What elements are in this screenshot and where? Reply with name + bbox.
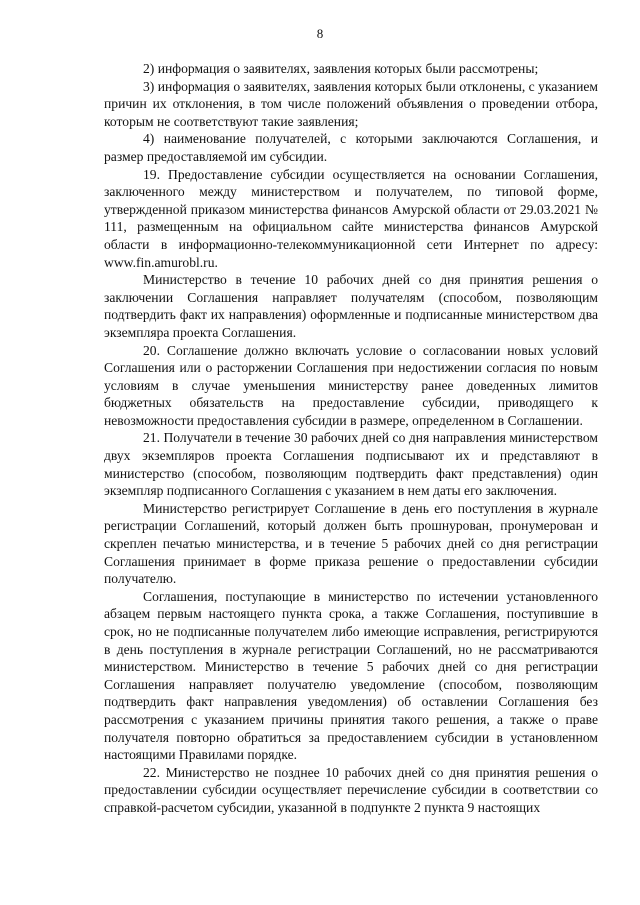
paragraph-clause-22: 22. Министерство не позднее 10 рабочих дней со дня принятия решения о предоставлении субсидии осуществляет перечисление субсидии в соответствии со справкой-расчетом субсидии, указанной в подпункте 2 пункта 9 настоящих [104, 764, 598, 815]
paragraph-clause-21-second: Министерство регистрирует Соглашение в день его поступления в журнале регистрации Соглашений, который должен быть прошнурован, пронумерован и скреплен печатью министерства, и в течение 5 рабочих дней со дня регистрации Соглашения принимает в форме приказа решение о предоставлении субсидии получателю. [104, 500, 598, 587]
paragraph-clause-21-third: Соглашения, поступающие в министерство по истечении установленного абзацем первым настоящего пункта срока, а также Соглашения, поступившие в срок, но не подписанные получателем либо имеющие исправления, регистрируются в день поступления в журнале регистрации Соглашений, но не рассматриваются министерством. Министерство в течение 5 рабочих дней со дня регистрации Соглашения направляет получателю уведомление (способом, позволяющим подтвердить факт направления уведомления) об оставлении Соглашения без рассмотрения с указанием причины принятия такого решения, а также о праве получателя повторно обратиться за предоставлением субсидии в установленном настоящими Правилами порядке. [104, 588, 598, 763]
document-body [104, 60, 598, 817]
paragraph-clause-20: 20. Соглашение должно включать условие о согласовании новых условий Соглашения или о расторжении Соглашения при недостижении согласия по новым условиям в случае уменьшения министерству ранее доведенных лимитов бюджетных обязательств на предоставление субсидии, приводящего к невозможности предоставления субсидии в размере, определенном в Соглашении. [104, 342, 598, 428]
paragraph-item-4: 4) наименование получателей, с которыми заключаются Соглашения, и размер предоставляемой им субсидии. [104, 131, 598, 164]
paragraph-item-3: 3) информация о заявителях, заявления которых были отклонены, с указанием причин их отклонения, в том числе положений объявления о проведении отбора, которым не соответствуют такие заявления; [104, 78, 598, 129]
paragraph-clause-19-second: Министерство в течение 10 рабочих дней со дня принятия решения о заключении Соглашения направляет получателям (способом, позволяющим подтвердить факт их направления) оформленные и подписанные министерством два экземпляра проекта Соглашения. [104, 272, 598, 340]
page-number: 8 [316, 26, 324, 41]
paragraph-clause-21: 21. Получатели в течение 30 рабочих дней со дня направления министерством двух экземпляров проекта Соглашения подписывают их и представляют в министерство (способом, позволяющим подтвердить факт представления) один экземпляр подписанного Соглашения с указанием в нем даты его заключения. [104, 430, 598, 499]
paragraph-clause-19: 19. Предоставление субсидии осуществляется на основании Соглашения, заключенного между министерством и получателем, по типовой форме, утвержденной приказом министерства финансов Амурской области от 29.03.2021 № 111, размещенным на официальном сайте министерства финансов Амурской области в информационно-телекоммуникационной сети Интернет по адресу: www.fin.amurobl.ru. [104, 166, 598, 270]
paragraph-item-2: 2) информация о заявителях, заявления которых были рассмотрены; [143, 61, 539, 76]
